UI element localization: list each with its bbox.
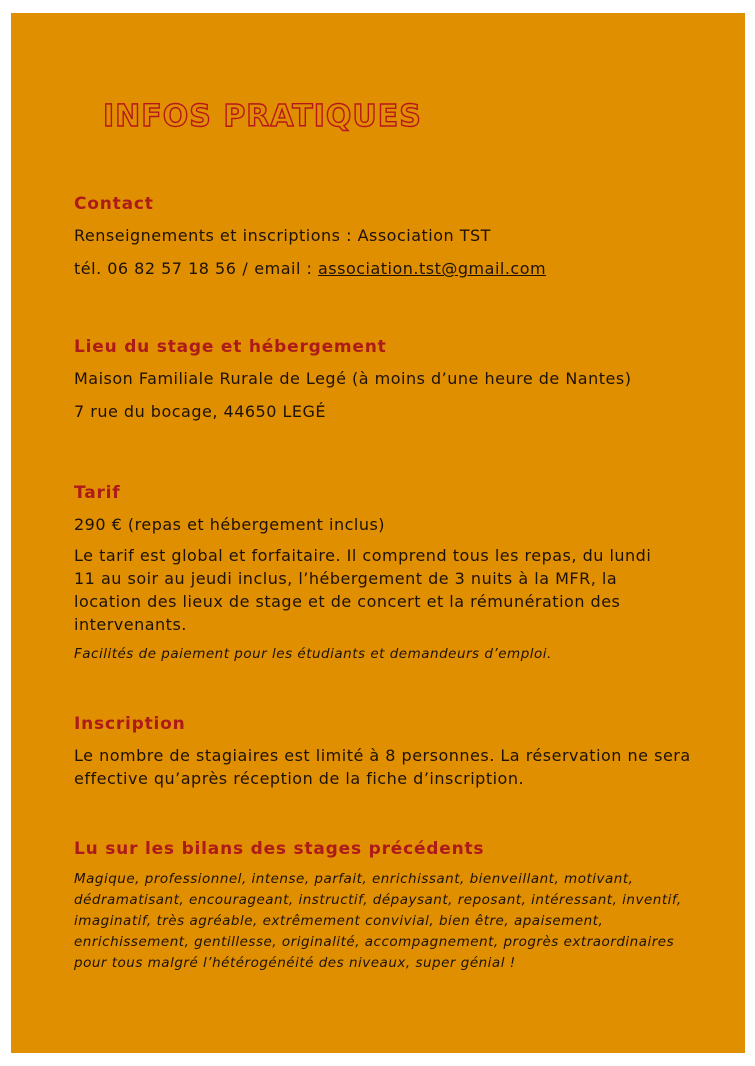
bilans-text: Magique, professionnel, intense, parfait, enrichissant, bienveillant, motivant, dédramatisant, encourageant, instructif, dépaysant, reposant, intéressant, inventif, imaginatif, très agréable, extrêmement convivial, bien être, apaisement, enrichissement, gentillesse, originalité, accompagnement, progrès extraordinaires pour tous malgré l’hétérogénéité des niveaux, super génial ! bbox=[74, 871, 682, 971]
tarif-note: Facilités de paiement pour les étudiants et demandeurs d’emploi. bbox=[74, 646, 552, 662]
email-label: email : bbox=[254, 259, 313, 278]
lieu-address: 7 rue du bocage, 44650 LEGÉ bbox=[74, 402, 327, 421]
separator: / bbox=[242, 259, 249, 278]
tarif-description: Le tarif est global et forfaitaire. Il comprend tous les repas, du lundi 11 au soir au jeudi inclus, l’hébergement de 3 nuits à la MFR, la location des lieux de stage et de concert et la rémunération des intervenants. bbox=[74, 546, 652, 634]
phone-number: tél. 06 82 57 18 56 bbox=[74, 259, 237, 278]
inscription-text: Le nombre de stagiaires est limité à 8 personnes. La réservation ne sera effective qu’après réception de la fiche d’inscription. bbox=[74, 746, 691, 788]
tarif-heading: Tarif bbox=[74, 483, 121, 503]
contact-info-line: Renseignements et inscriptions : Association TST bbox=[74, 226, 491, 245]
contact-section bbox=[74, 193, 714, 290]
bilans-heading: Lu sur les bilans des stages précédents bbox=[74, 839, 485, 859]
lieu-name: Maison Familiale Rurale de Legé (à moins d’une heure de Nantes) bbox=[74, 369, 632, 388]
lieu-section bbox=[74, 336, 714, 433]
email-link[interactable]: association.tst@gmail.com bbox=[317, 259, 547, 278]
page-title: INFOS PRATIQUES bbox=[103, 99, 422, 134]
tarif-section bbox=[74, 482, 674, 665]
contact-heading: Contact bbox=[74, 194, 154, 214]
inscription-heading: Inscription bbox=[74, 714, 186, 734]
bilans-section bbox=[74, 838, 694, 974]
contact-phone-email-line bbox=[74, 257, 714, 280]
tarif-price: 290 € (repas et hébergement inclus) bbox=[74, 515, 386, 534]
lieu-heading: Lieu du stage et hébergement bbox=[74, 337, 387, 357]
inscription-section bbox=[74, 713, 694, 798]
